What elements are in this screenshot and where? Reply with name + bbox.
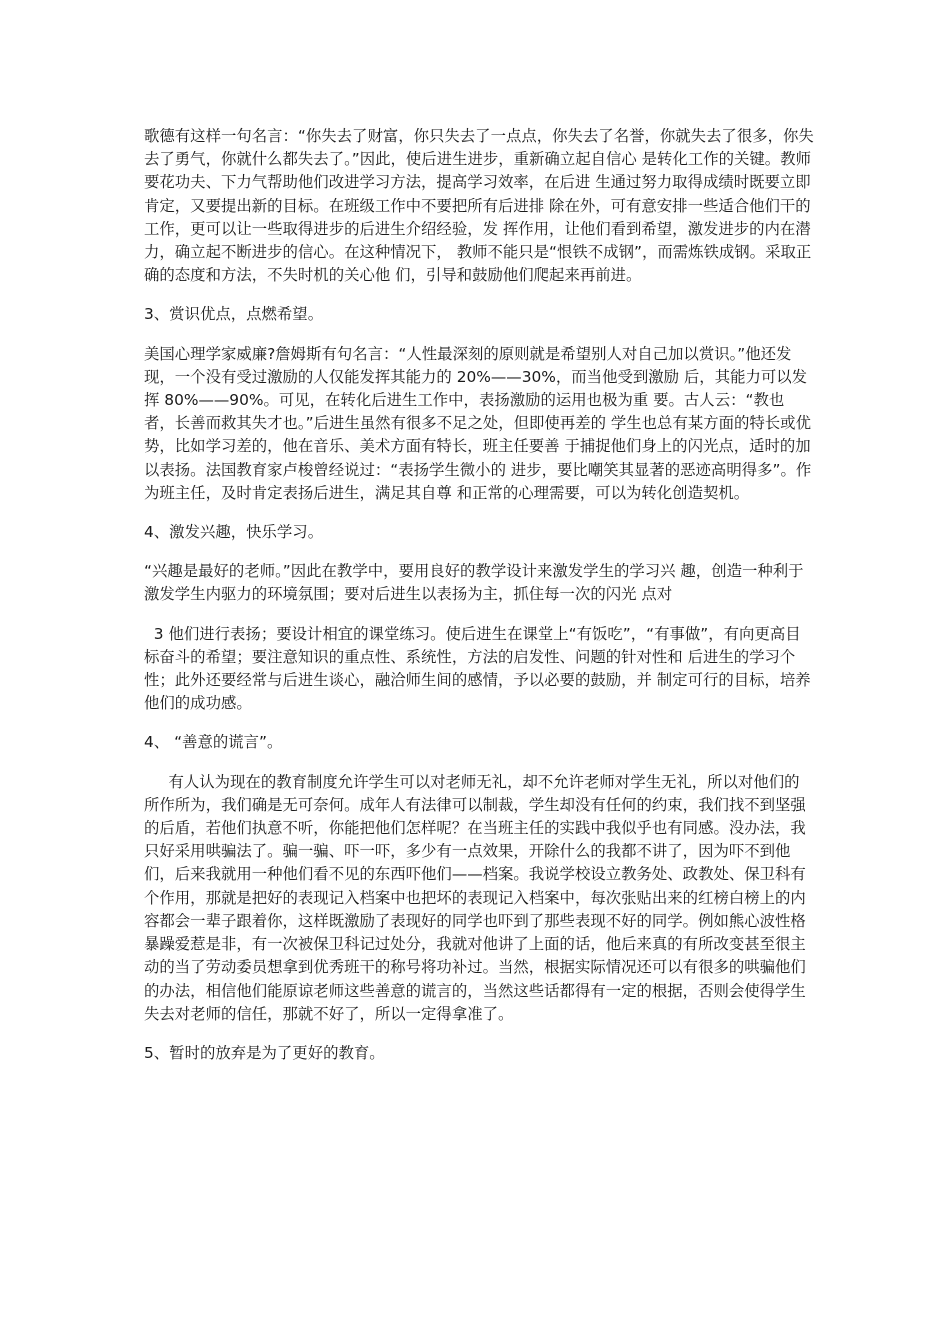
section-heading-white-lie: 4、 “善意的谎言”。 [144,733,283,752]
paragraph-white-lie-story: 有人认为现在的教育制度允许学生可以对老师无礼，却不允许老师对学生无礼，所以对他们的所作所为，我们确是无可奈何。成年人有法律可以制裁，学生却没有任何的约束，我们找不到坚强的后盾，若他们执意不听，你能把他们怎样呢？在当班主任的实践中我似乎也有同感。没办法，我只好采用哄骗法了。骗一骗、吓一吓，多少有一点效果，开除什么的我都不讲了，因为吓不到他们，后来我就用一种他们看不见的东西吓他们——档案。我说学校设立教务处、政教处、保卫科有个作用，那就是把好的表现记入档案中也把坏的表现记入档案中，每次张贴出来的红榜白榜上的内容都会一辈子跟着你，这样既激励了表现好的同学也吓到了那些表现不好的同学。例如熊心波性格暴躁爱惹是非，有一次被保卫科记过处分，我就对他讲了上面的话，他后来真的有所改变甚至很主动的当了劳动委员想拿到优秀班干的称号将功补过。当然，根据实际情况还可以有很多的哄骗他们的办法，相信他们能原谅老师这些善意的谎言的，当然这些话都得有一定的根据，否则会使得学生失去对老师的信任，那就不好了，所以一定得拿准了。 [144,772,806,1023]
paragraph-praise-exercises: 3 他们进行表扬；要设计相宜的课堂练习。使后进生在课堂上“有饭吃”，“有事做”，有向更高目标奋斗的希望；要注意知识的重点性、系统性，方法的启发性、问题的针对性和 后进生的学习个性；此外还要经常与后进生谈心，融洽师生间的感情，予以必要的鼓励，并 制定可行的目标，培养他们的成功感。 [144,624,811,713]
section-heading-temporary-giving-up: 5、暂时的放弃是为了更好的教育。 [144,1043,385,1062]
section-heading-stimulate-interest: 4、激发兴趣，快乐学习。 [144,523,324,542]
paragraph-interest-teacher: “兴趣是最好的老师。”因此在教学中，要用良好的教学设计来激发学生的学习兴 趣，创造一种利于激发学生内驱力的环境氛围；要对后进生以表扬为主，抓住每一次的闪光 点对 [144,562,804,604]
document-body [144,125,814,1065]
paragraph-william-james-quote: 美国心理学家威廉?詹姆斯有句名言：“人性最深刻的原则就是希望别人对自己加以赏识。”他还发现，一个没有受过激励的人仅能发挥其能力的 20%——30%，而当他受到激励 后，其能力可以发挥 80%——90%。可见，在转化后进生工作中，表扬激励的运用也极为重 要。古人云：“教也者，长善而救其失才也。”后进生虽然有很多不足之处，但即使再差的 学生也总有某方面的特长或优势，比如学习差的，他在音乐、美术方面有特长，班主任要善 于捕捉他们身上的闪光点，适时的加以表扬。法国教育家卢梭曾经说过：“表扬学生微小的 进步，要比嘲笑其显著的恶迹高明得多”。作为班主任，及时肯定表扬后进生，满足其自尊 和正常的心理需要，可以为转化创造契机。 [144,344,812,502]
section-heading-appreciate-strengths: 3、赏识优点，点燃希望。 [144,305,324,324]
paragraph-goethe-quote: 歌德有这样一句名言：“你失去了财富，你只失去了一点点，你失去了名誉，你就失去了很多，你失去了勇气，你就什么都失去了。”因此，使后进生进步，重新确立起自信心 是转化工作的关键。教师要花功夫、下力气帮助他们改进学习方法，提高学习效率，在后进 生通过努力取得成绩时既要立即肯定，又要提出新的目标。在班级工作中不要把所有后进排 除在外，可有意安排一些适合他们干的工作，更可以让一些取得进步的后进生介绍经验，发 挥作用，让他们看到希望，激发进步的内在潜力，确立起不断进步的信心。在这种情况下， 教师不能只是“恨铁不成钢”，而需炼铁成钢。采取正确的态度和方法，不失时机的关心他 们，引导和鼓励他们爬起来再前进。 [144,127,814,285]
